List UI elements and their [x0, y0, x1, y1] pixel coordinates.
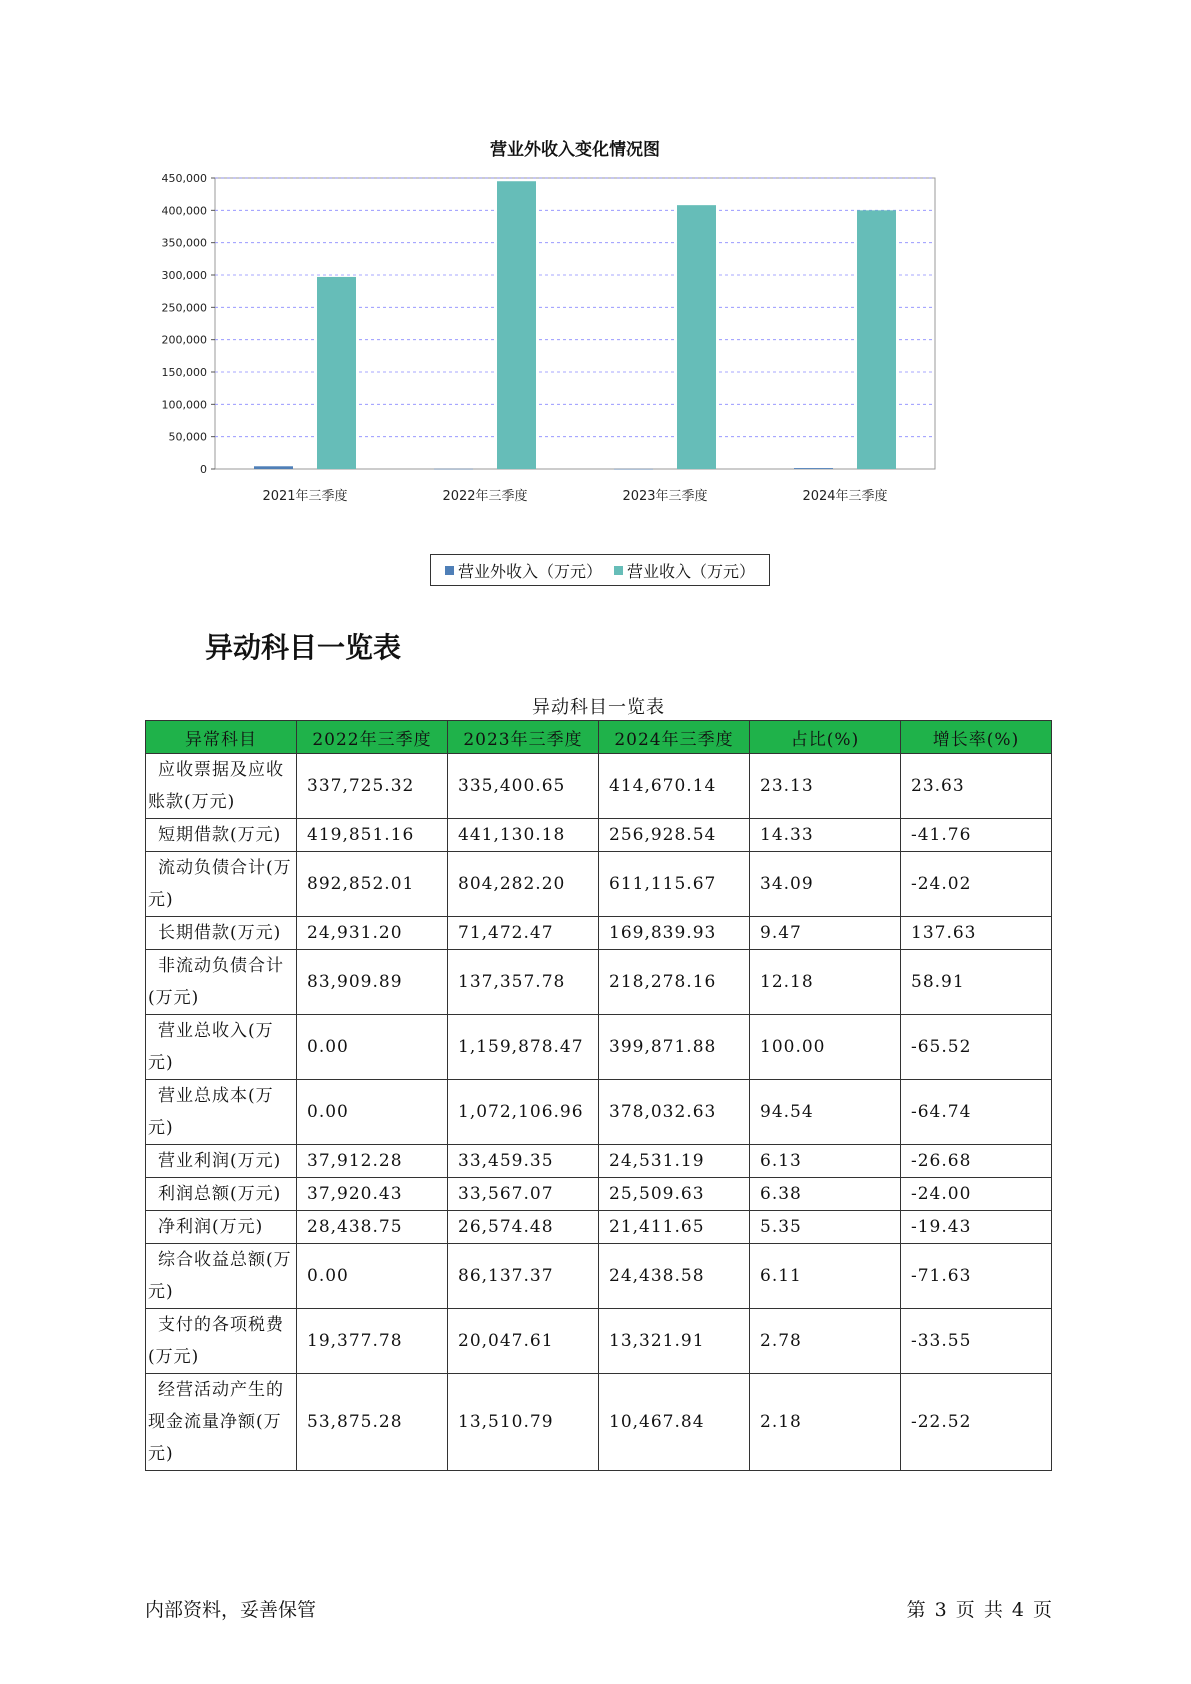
table-row	[146, 1374, 1052, 1471]
value-cell: -65.52	[901, 1015, 1052, 1080]
y-tick-label: 200,000	[161, 333, 207, 347]
footer-page-number: 第 3 页 共 4 页	[906, 1599, 1052, 1621]
table-row	[146, 852, 1052, 917]
value-cell: -24.02	[901, 852, 1052, 917]
value-cell: -41.76	[901, 819, 1052, 852]
table-header-row	[146, 721, 1052, 754]
value-cell: 6.13	[750, 1145, 901, 1178]
value-cell: 28,438.75	[297, 1211, 448, 1244]
value-cell: 337,725.32	[297, 754, 448, 819]
value-cell: -19.43	[901, 1211, 1052, 1244]
value-cell: 33,567.07	[448, 1178, 599, 1211]
bar-operating-income	[497, 181, 536, 469]
value-cell: 1,072,106.96	[448, 1080, 599, 1145]
value-cell: 24,438.58	[599, 1244, 750, 1309]
value-cell: 6.11	[750, 1244, 901, 1309]
x-tick-label: 2024年三季度	[802, 489, 888, 504]
table-row	[146, 1211, 1052, 1244]
value-cell: 14.33	[750, 819, 901, 852]
row-label-cell: 短期借款(万元)	[146, 819, 297, 852]
value-cell: 804,282.20	[448, 852, 599, 917]
value-cell: 34.09	[750, 852, 901, 917]
row-label-cell: 流动负债合计(万元)	[146, 852, 297, 917]
table-row	[146, 1178, 1052, 1211]
y-tick-label: 150,000	[161, 366, 207, 379]
value-cell: 21,411.65	[599, 1211, 750, 1244]
row-label-cell: 非流动负债合计(万元)	[146, 950, 297, 1015]
table-row	[146, 754, 1052, 819]
value-cell: 71,472.47	[448, 917, 599, 950]
value-cell: -24.00	[901, 1178, 1052, 1211]
y-tick-label: 350,000	[161, 236, 207, 250]
footer-confidential-note: 内部资料，妥善保管	[145, 1599, 317, 1621]
header-cell: 2024年三季度	[599, 721, 750, 754]
table-row	[146, 1080, 1052, 1145]
header-cell: 异常科目	[146, 721, 297, 754]
legend-label-series-2: 营业收入（万元）	[627, 561, 756, 581]
value-cell: 0.00	[297, 1080, 448, 1145]
value-cell: 1,159,878.47	[448, 1015, 599, 1080]
bar-chart	[150, 138, 1030, 598]
value-cell: 378,032.63	[599, 1080, 750, 1145]
y-tick-label: 100,000	[161, 398, 207, 412]
chart-title: 营业外收入变化情况图	[490, 140, 660, 160]
value-cell: 25,509.63	[599, 1178, 750, 1211]
y-tick-label: 250,000	[161, 301, 207, 315]
value-cell: 0.00	[297, 1015, 448, 1080]
value-cell: 2.18	[750, 1374, 901, 1471]
bar-nonoperating-income	[794, 468, 833, 469]
value-cell: 53,875.28	[297, 1374, 448, 1471]
value-cell: -26.68	[901, 1145, 1052, 1178]
legend-item-series-1	[445, 559, 602, 582]
x-tick-label: 2023年三季度	[622, 489, 708, 504]
row-label-cell: 净利润(万元)	[146, 1211, 297, 1244]
value-cell: 5.35	[750, 1211, 901, 1244]
row-label-cell: 经营活动产生的现金流量净额(万元)	[146, 1374, 297, 1471]
table-body	[146, 754, 1052, 1471]
bar-operating-income	[857, 210, 896, 469]
bar-operating-income	[677, 205, 716, 469]
value-cell: 94.54	[750, 1080, 901, 1145]
table-caption: 异动科目一览表	[532, 697, 665, 718]
value-cell: 86,137.37	[448, 1244, 599, 1309]
value-cell: 335,400.65	[448, 754, 599, 819]
chart-svg	[150, 138, 1030, 598]
value-cell: 137.63	[901, 917, 1052, 950]
value-cell: 611,115.67	[599, 852, 750, 917]
value-cell: 6.38	[750, 1178, 901, 1211]
value-cell: -33.55	[901, 1309, 1052, 1374]
value-cell: 0.00	[297, 1244, 448, 1309]
value-cell: 24,931.20	[297, 917, 448, 950]
row-label-cell: 支付的各项税费(万元)	[146, 1309, 297, 1374]
bar-nonoperating-income	[614, 469, 653, 470]
legend-swatch-series-2	[614, 566, 623, 575]
value-cell: 892,852.01	[297, 852, 448, 917]
value-cell: 58.91	[901, 950, 1052, 1015]
header-cell: 2023年三季度	[448, 721, 599, 754]
y-tick-label: 400,000	[161, 204, 207, 218]
legend-swatch-series-1	[445, 566, 454, 575]
value-cell: 2.78	[750, 1309, 901, 1374]
y-tick-label: 50,000	[168, 430, 207, 444]
table-row	[146, 1309, 1052, 1374]
row-label-cell: 应收票据及应收账款(万元)	[146, 754, 297, 819]
table-row	[146, 950, 1052, 1015]
value-cell: 10,467.84	[599, 1374, 750, 1471]
x-tick-label: 2021年三季度	[262, 489, 348, 504]
value-cell: 37,920.43	[297, 1178, 448, 1211]
row-label-cell: 营业总成本(万元)	[146, 1080, 297, 1145]
value-cell: -64.74	[901, 1080, 1052, 1145]
value-cell: 218,278.16	[599, 950, 750, 1015]
value-cell: 100.00	[750, 1015, 901, 1080]
bar-operating-income	[317, 277, 356, 469]
header-cell: 增长率(%)	[901, 721, 1052, 754]
legend-label-series-1: 营业外收入（万元）	[457, 561, 602, 581]
row-label-cell: 营业总收入(万元)	[146, 1015, 297, 1080]
bar-nonoperating-income	[434, 469, 473, 470]
value-cell: 23.13	[750, 754, 901, 819]
value-cell: 23.63	[901, 754, 1052, 819]
value-cell: 137,357.78	[448, 950, 599, 1015]
section-heading: 异动科目一览表	[205, 631, 402, 664]
value-cell: 414,670.14	[599, 754, 750, 819]
x-tick-label: 2022年三季度	[442, 489, 528, 504]
row-label-cell: 营业利润(万元)	[146, 1145, 297, 1178]
row-label-cell: 利润总额(万元)	[146, 1178, 297, 1211]
value-cell: -71.63	[901, 1244, 1052, 1309]
table-row	[146, 1145, 1052, 1178]
chart-legend	[430, 554, 770, 586]
header-cell: 占比(%)	[750, 721, 901, 754]
y-tick-label: 450,000	[161, 172, 207, 185]
value-cell: 419,851.16	[297, 819, 448, 852]
bar-nonoperating-income	[254, 466, 293, 469]
value-cell: 256,928.54	[599, 819, 750, 852]
value-cell: 37,912.28	[297, 1145, 448, 1178]
value-cell: 33,459.35	[448, 1145, 599, 1178]
data-table	[145, 720, 1052, 1471]
value-cell: 9.47	[750, 917, 901, 950]
header-cell: 2022年三季度	[297, 721, 448, 754]
table-row	[146, 917, 1052, 950]
value-cell: 399,871.88	[599, 1015, 750, 1080]
value-cell: 441,130.18	[448, 819, 599, 852]
table-row	[146, 819, 1052, 852]
value-cell: 26,574.48	[448, 1211, 599, 1244]
table-row	[146, 1244, 1052, 1309]
row-label-cell: 长期借款(万元)	[146, 917, 297, 950]
value-cell: 169,839.93	[599, 917, 750, 950]
y-tick-label: 0	[200, 463, 207, 476]
value-cell: 20,047.61	[448, 1309, 599, 1374]
row-label-cell: 综合收益总额(万元)	[146, 1244, 297, 1309]
value-cell: 24,531.19	[599, 1145, 750, 1178]
y-tick-label: 300,000	[161, 269, 207, 282]
value-cell: 19,377.78	[297, 1309, 448, 1374]
value-cell: 83,909.89	[297, 950, 448, 1015]
value-cell: 13,321.91	[599, 1309, 750, 1374]
value-cell: -22.52	[901, 1374, 1052, 1471]
legend-item-series-2	[614, 559, 755, 582]
table-row	[146, 1015, 1052, 1080]
value-cell: 12.18	[750, 950, 901, 1015]
value-cell: 13,510.79	[448, 1374, 599, 1471]
